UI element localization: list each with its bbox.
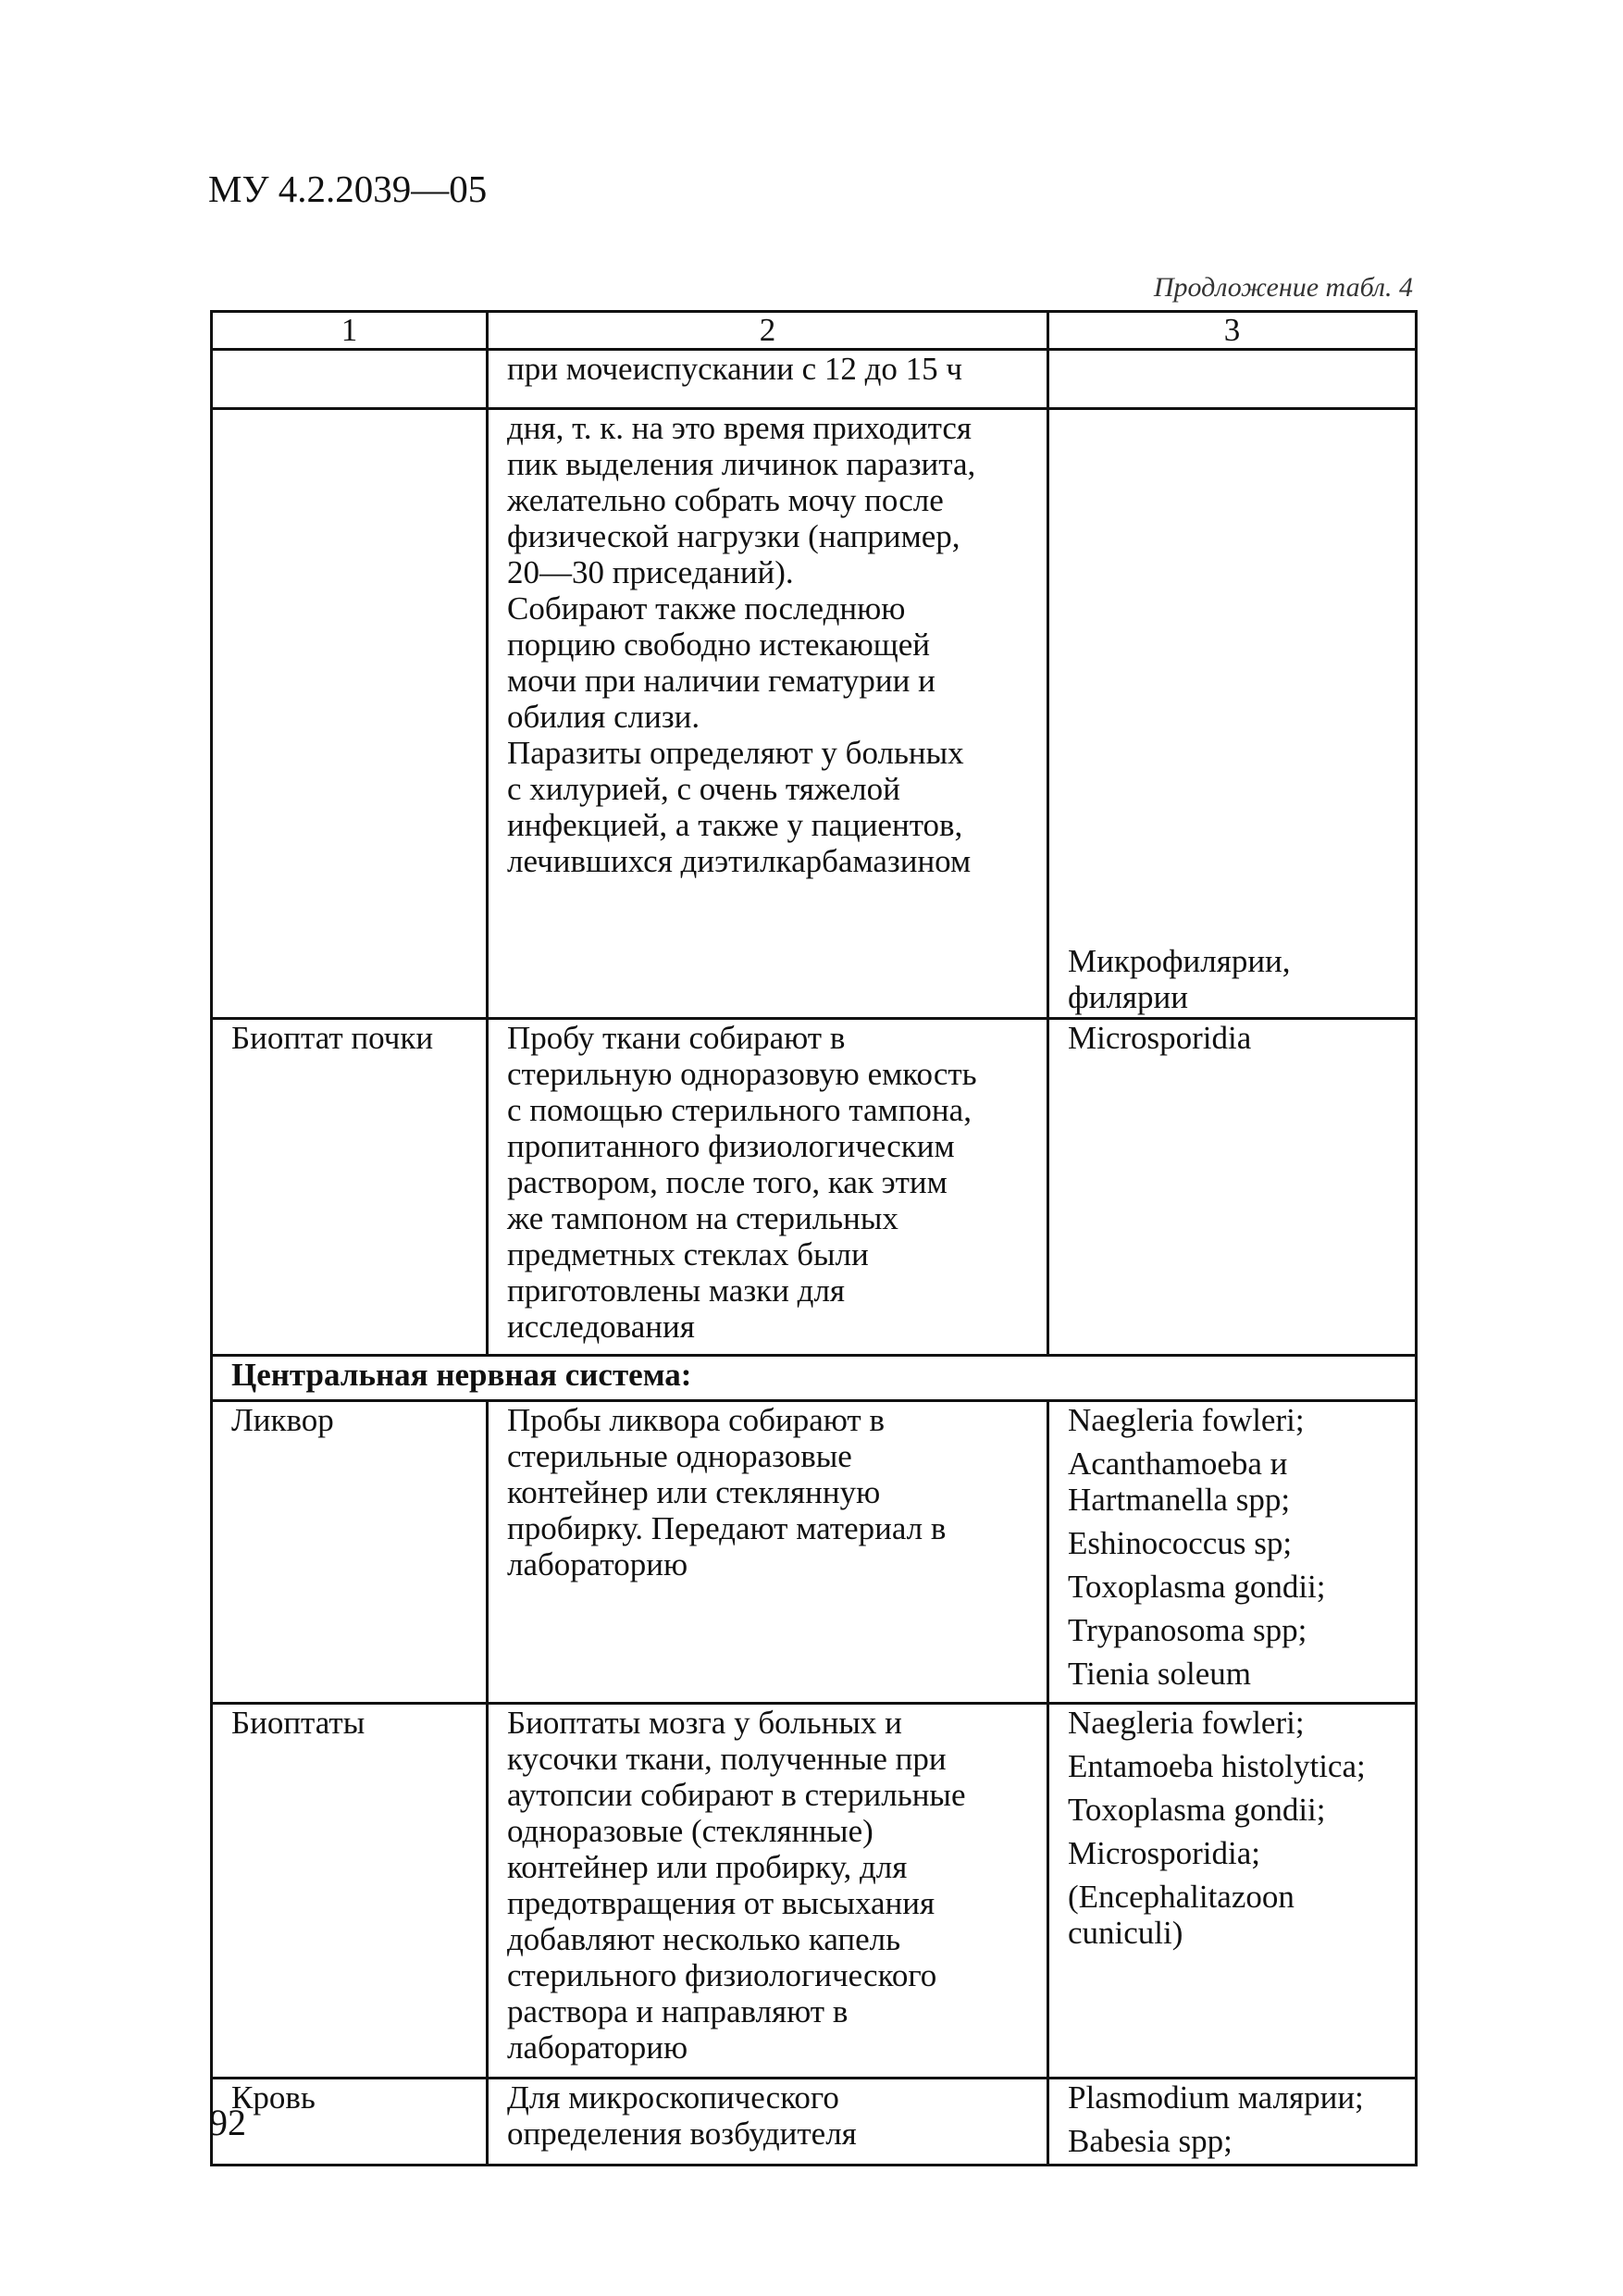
table-row (212, 409, 1417, 1019)
method-line: инфекцией, а также у пациентов, (507, 807, 963, 843)
method-line: Пробу ткани собирают в (507, 1020, 846, 1056)
method-line: желательно собрать мочу после (507, 482, 944, 518)
organism-line: Acanthamoeba и (1068, 1446, 1288, 1482)
table-row (212, 1704, 1417, 2079)
method-line: Биоптаты мозга у больных и (507, 1705, 902, 1741)
method-line: раствором, после того, как этим (507, 1164, 948, 1200)
specimen-table (210, 310, 1418, 2166)
method-line: кусочки ткани, полученные при (507, 1741, 947, 1777)
organism-line: Entamoeba histolytica; (1068, 1748, 1366, 1784)
method-line: определения возбудителя (507, 2116, 857, 2152)
organism-line: Hartmanella spp; (1068, 1482, 1291, 1518)
specimen-cell (212, 1401, 488, 1704)
specimen-cell (212, 1704, 488, 2079)
method-line: приготовлены мазки для (507, 1272, 846, 1309)
organism-cell (1048, 1704, 1417, 2079)
method-line: с хилурией, с очень тяжелой (507, 771, 900, 807)
method-line: Для микроскопического (507, 2079, 839, 2116)
table-row (212, 1019, 1417, 1356)
organism-line: филярии (1068, 979, 1188, 1015)
organism-entry (1068, 1525, 1396, 1561)
organism-line: (Encephalitazoon (1068, 1879, 1295, 1915)
specimen-cell (212, 409, 488, 1019)
method-cell (488, 1704, 1048, 2079)
method-line: стерильного физиологического (507, 1957, 937, 1993)
method-line: лабораторию (507, 1546, 688, 1582)
method-line: предметных стеклах были (507, 1236, 869, 1272)
method-line: мочи при наличии гематурии и (507, 663, 935, 699)
method-cell (488, 350, 1048, 409)
column-number: 2 (488, 312, 1048, 350)
specimen-label: Биоптаты (231, 1705, 365, 1741)
method-line: предотвращения от высыхания (507, 1885, 935, 1921)
method-line: контейнер или пробирку, для (507, 1849, 908, 1885)
method-line: дня, т. к. на это время приходится (507, 410, 972, 446)
organism-entry (1068, 1612, 1396, 1648)
organism-line: Toxoplasma gondii; (1068, 1569, 1326, 1605)
organism-entry (1068, 1748, 1396, 1784)
document-id: МУ 4.2.2039—05 (208, 168, 488, 210)
method-cell (488, 1019, 1048, 1356)
organism-line: Naegleria fowleri; (1068, 1705, 1305, 1741)
method-line: обилия слизи. (507, 699, 700, 735)
specimen-cell (212, 350, 488, 409)
method-line: аутопсии собирают в стерильные (507, 1777, 966, 1813)
method-line: пробирку. Передают материал в (507, 1510, 947, 1546)
method-line: раствора и направляют в (507, 1993, 849, 2029)
method-line: лабораторию (507, 2029, 688, 2066)
method-line: физической нагрузки (например, (507, 518, 960, 554)
specimen-label: Ликвор (231, 1402, 334, 1438)
table-caption: Продложение табл. 4 (1153, 272, 1413, 303)
specimen-label: Кровь (231, 2079, 316, 2116)
method-line: стерильную одноразовую емкость (507, 1056, 977, 1092)
method-line: с помощью стерильного тампона, (507, 1092, 972, 1128)
organism-line: Plasmodium малярии; (1068, 2079, 1364, 2116)
organism-line: cuniculi) (1068, 1915, 1183, 1951)
organism-entry (1068, 2079, 1396, 2116)
column-number-row (212, 312, 1417, 350)
column-number: 1 (212, 312, 488, 350)
method-cell (488, 409, 1048, 1019)
method-line: добавляют несколько капель (507, 1921, 901, 1957)
organism-cell (1048, 409, 1417, 1019)
method-cell (488, 1401, 1048, 1704)
organism-entry (1068, 1446, 1396, 1518)
organism-line: Toxoplasma gondii; (1068, 1792, 1326, 1828)
section-heading: Центральная нервная система: (212, 1356, 1417, 1401)
method-cell (488, 2079, 1048, 2166)
organism-line: Microsporidia (1068, 1020, 1252, 1056)
organism-entry (1068, 1705, 1396, 1741)
organism-cell (1048, 2079, 1417, 2166)
page-number: 92 (209, 2102, 246, 2143)
organism-entry (1068, 1402, 1396, 1438)
method-line: пропитанного физиологическим (507, 1128, 955, 1164)
table-row (212, 1401, 1417, 1704)
organism-line: Naegleria fowleri; (1068, 1402, 1305, 1438)
method-line: 20—30 приседаний). (507, 554, 794, 590)
method-line: порцию свободно истекающей (507, 627, 930, 663)
organism-line: Tienia soleum (1068, 1656, 1252, 1692)
organism-entry (1068, 1879, 1396, 1951)
method-line: же тампоном на стерильных (507, 1200, 898, 1236)
organism-entry (1068, 1656, 1396, 1692)
method-line: исследования (507, 1309, 695, 1345)
method-line: Паразиты определяют у больных (507, 735, 964, 771)
section-row (212, 1356, 1417, 1401)
method-line: контейнер или стеклянную (507, 1474, 881, 1510)
method-line: Пробы ликвора собирают в (507, 1402, 885, 1438)
method-line: одноразовые (стеклянные) (507, 1813, 873, 1849)
organism-line: Eshinococcus sp; (1068, 1525, 1293, 1561)
organism-cell (1048, 1019, 1417, 1356)
organism-entry (1068, 1569, 1396, 1605)
organism-line: Microsporidia; (1068, 1835, 1261, 1871)
organism-line: Babesia spp; (1068, 2123, 1233, 2159)
organism-line: Trypanosoma spp; (1068, 1612, 1307, 1648)
organism-line: Микрофилярии, (1068, 943, 1291, 979)
organism-entry (1068, 1835, 1396, 1871)
specimen-cell (212, 2079, 488, 2166)
method-line: при мочеиспускании с 12 до 15 ч (507, 351, 963, 387)
organism-entry (1068, 1792, 1396, 1828)
organism-cell (1048, 350, 1417, 409)
table-row (212, 350, 1417, 409)
method-line: стерильные одноразовые (507, 1438, 852, 1474)
organism-cell (1048, 1401, 1417, 1704)
specimen-label: Биоптат почки (231, 1020, 434, 1056)
method-line: пик выделения личинок паразита, (507, 446, 976, 482)
table-row (212, 2079, 1417, 2166)
method-line: Собирают также последнюю (507, 590, 906, 627)
organism-entry (1068, 2123, 1396, 2159)
column-number: 3 (1048, 312, 1417, 350)
specimen-cell (212, 1019, 488, 1356)
method-line: лечившихся диэтилкарбамазином (507, 843, 972, 879)
